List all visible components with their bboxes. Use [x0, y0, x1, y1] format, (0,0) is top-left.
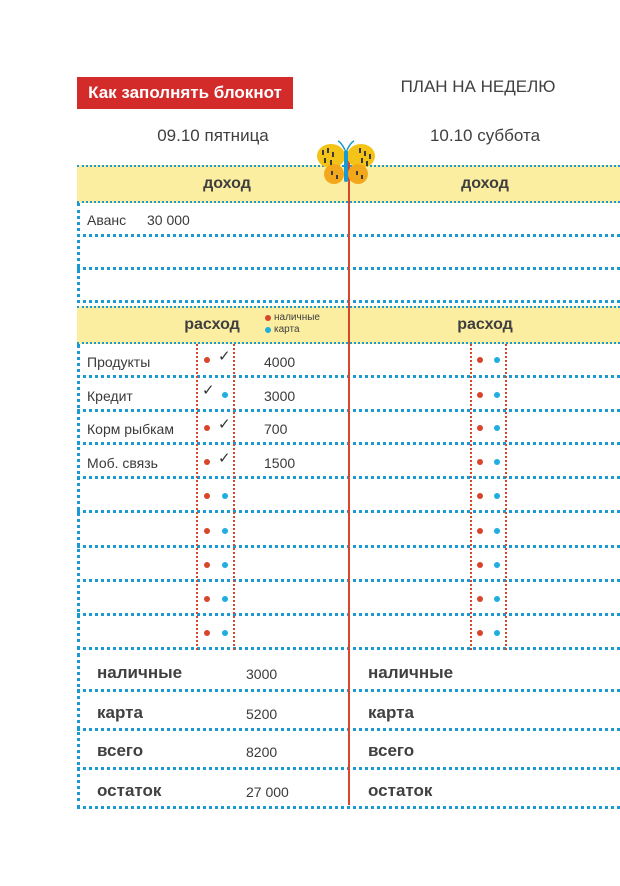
- day-date-left: 09.10 пятница: [157, 126, 269, 145]
- card-dot-icon[interactable]: [494, 493, 500, 499]
- card-dot-icon[interactable]: [494, 392, 500, 398]
- butterfly-icon: [314, 140, 378, 190]
- expense-item-name: Корм рыбкам: [87, 421, 174, 437]
- cash-dot-icon[interactable]: [477, 562, 483, 568]
- expense-label-right: расход: [457, 316, 513, 333]
- expense-item-name: Кредит: [87, 388, 133, 404]
- card-dot-icon[interactable]: [494, 562, 500, 568]
- summary-label-total: всего: [97, 741, 144, 760]
- expense-item-amount: 4000: [264, 354, 296, 370]
- payment-column-right: [470, 344, 507, 650]
- card-dot-icon[interactable]: [222, 596, 228, 602]
- cash-dot-icon[interactable]: [477, 392, 483, 398]
- income-label-left: доход: [203, 175, 251, 192]
- income-entry-value: 30 000: [147, 212, 190, 228]
- card-dot-icon[interactable]: [222, 630, 228, 636]
- cash-dot-icon[interactable]: [477, 493, 483, 499]
- summary-value-total: 8200: [246, 744, 278, 760]
- cash-dot-icon[interactable]: [204, 528, 210, 534]
- legend-cash: наличные: [274, 312, 320, 323]
- summary-value-cash: 3000: [246, 666, 278, 682]
- summary-label-total: всего: [368, 741, 415, 760]
- card-dot-icon[interactable]: [494, 596, 500, 602]
- card-dot-icon[interactable]: [494, 630, 500, 636]
- card-dot-icon[interactable]: [222, 392, 228, 398]
- cash-dot-icon[interactable]: [204, 493, 210, 499]
- summary-label-cash: наличные: [368, 663, 454, 682]
- cash-dot-icon: [265, 315, 271, 321]
- day-date-right: 10.10 суббота: [429, 126, 541, 145]
- summary-value-card: 5200: [246, 706, 278, 722]
- summary-label-balance: остаток: [97, 781, 162, 800]
- card-dot-icon[interactable]: [494, 459, 500, 465]
- income-label-right: доход: [461, 175, 509, 192]
- cash-dot-icon[interactable]: [204, 596, 210, 602]
- expense-label-left: расход: [184, 316, 240, 333]
- cash-dot-icon[interactable]: [204, 562, 210, 568]
- cash-dot-icon[interactable]: [477, 459, 483, 465]
- income-entry-label: Аванс: [87, 212, 127, 228]
- card-dot-icon[interactable]: [494, 425, 500, 431]
- cash-dot-icon[interactable]: [477, 630, 483, 636]
- expense-item-amount: 700: [264, 421, 288, 437]
- cash-dot-icon[interactable]: [477, 528, 483, 534]
- cash-dot-icon[interactable]: [477, 596, 483, 602]
- card-dot-icon[interactable]: [222, 562, 228, 568]
- cash-dot-icon[interactable]: [204, 357, 210, 363]
- cash-dot-icon[interactable]: [477, 425, 483, 431]
- summary-label-card: карта: [368, 703, 414, 722]
- cash-dot-icon[interactable]: [204, 630, 210, 636]
- summary-label-cash: наличные: [97, 663, 183, 682]
- expense-item-amount: 1500: [264, 455, 296, 471]
- card-dot-icon: [265, 327, 271, 333]
- summary-value-balance: 27 000: [246, 784, 289, 800]
- day-divider: [348, 160, 350, 805]
- check-icon: ✓: [202, 382, 215, 399]
- card-dot-icon[interactable]: [222, 528, 228, 534]
- card-dot-icon[interactable]: [222, 493, 228, 499]
- cash-dot-icon[interactable]: [477, 357, 483, 363]
- payment-legend: [265, 312, 320, 335]
- expense-item-name: Продукты: [87, 354, 151, 370]
- legend-card: карта: [274, 324, 300, 335]
- cash-dot-icon[interactable]: [204, 425, 210, 431]
- summary-label-balance: остаток: [368, 781, 433, 800]
- card-dot-icon[interactable]: [494, 528, 500, 534]
- expense-item-name: Моб. связь: [87, 455, 158, 471]
- cash-dot-icon[interactable]: [204, 459, 210, 465]
- card-dot-icon[interactable]: [494, 357, 500, 363]
- check-icon: ✓: [218, 416, 231, 433]
- plan-title: ПЛАН НА НЕДЕЛЮ: [400, 77, 556, 96]
- expense-item-amount: 3000: [264, 388, 296, 404]
- check-icon: ✓: [218, 450, 231, 467]
- check-icon: ✓: [218, 348, 231, 365]
- how-to-fill-badge: Как заполнять блокнот: [77, 77, 293, 109]
- summary-label-card: карта: [97, 703, 143, 722]
